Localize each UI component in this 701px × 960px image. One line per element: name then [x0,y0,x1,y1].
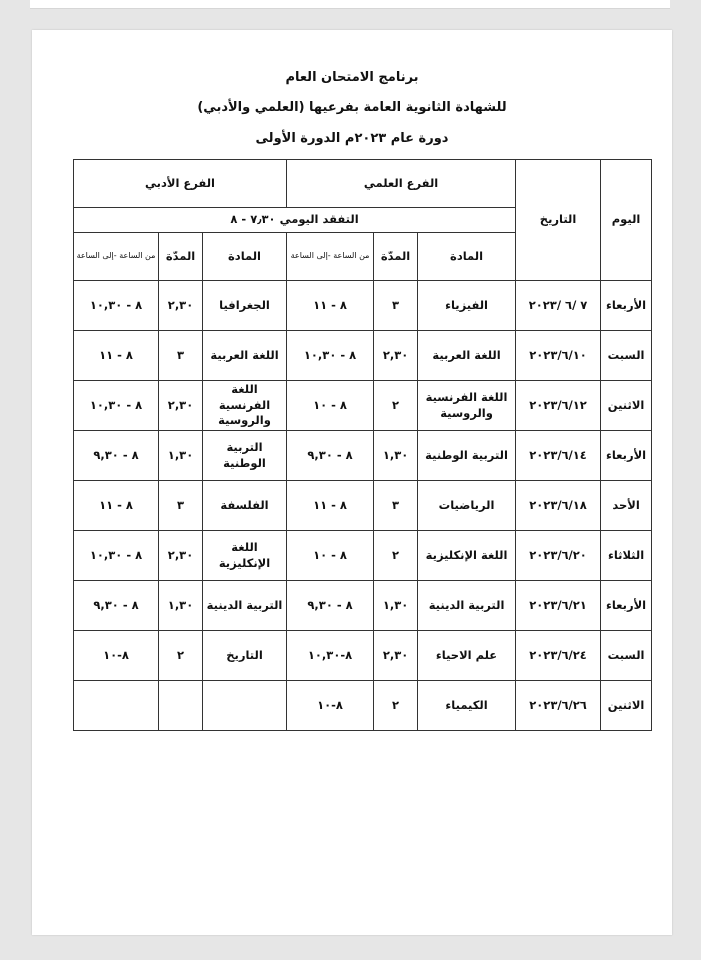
header-lit-duration: المدّة [159,233,203,281]
date-cell: ٧ /٦ /٢٠٢٣ [516,281,601,331]
exam-schedule-table [73,159,652,731]
lit-duration-cell: ١,٣٠ [159,581,203,631]
lit-subject-cell: الفلسفة [203,481,287,531]
lit-subject-cell: اللغة العربية [203,331,287,381]
sci-time-cell: ٨ - ١٠ [287,531,374,581]
day-cell: الأربعاء [601,581,652,631]
day-cell: السبت [601,331,652,381]
sci-time-cell: ٨ - ٩,٣٠ [287,581,374,631]
sci-duration-cell: ٢,٣٠ [374,631,418,681]
lit-duration-cell: ٣ [159,331,203,381]
sci-time-cell: ٨ - ١١ [287,481,374,531]
previous-page-edge [30,0,670,9]
day-cell: الأربعاء [601,431,652,481]
lit-duration-cell: ٢,٣٠ [159,531,203,581]
header-scientific-branch: الفرع العلمي [287,160,516,208]
header-day: اليوم [601,160,652,281]
day-cell: السبت [601,631,652,681]
title-line-1: برنامج الامتحان العام [285,70,419,85]
date-cell: ٢٠٢٣/٦/١٢ [516,381,601,431]
lit-subject-cell: التربية الوطنية [203,431,287,481]
sci-duration-cell: ٢ [374,381,418,431]
header-sci-subject: المادة [418,233,516,281]
sci-time-cell: ٨ - ١١ [287,281,374,331]
sci-duration-cell: ٣ [374,281,418,331]
table-row [74,631,652,681]
lit-duration-cell: ٢ [159,631,203,681]
date-cell: ٢٠٢٣/٦/١٨ [516,481,601,531]
lit-time-cell: ٨ - ٩,٣٠ [74,431,159,481]
lit-time-cell [74,681,159,731]
sci-subject-cell: الكيمياء [418,681,516,731]
table-row [74,581,652,631]
sci-time-cell: ٨ - ١٠ [287,381,374,431]
day-cell: الاثنين [601,381,652,431]
sci-duration-cell: ٢ [374,531,418,581]
date-cell: ٢٠٢٣/٦/٢٤ [516,631,601,681]
lit-time-cell: ٨ - ٩,٣٠ [74,581,159,631]
header-date: التاريخ [516,160,601,281]
sci-duration-cell: ١,٣٠ [374,581,418,631]
lit-time-cell: ٨-١٠ [74,631,159,681]
sci-subject-cell: الفيزياء [418,281,516,331]
lit-subject-cell: الجغرافيا [203,281,287,331]
table-row [74,531,652,581]
lit-subject-cell: اللغة الفرنسية والروسية [203,381,287,431]
table-row [74,381,652,431]
sci-subject-cell: اللغة الإنكليزية [418,531,516,581]
sci-subject-cell: التربية الدينية [418,581,516,631]
header-sci-time: من الساعة -إلى الساعة [287,233,374,281]
lit-subject-cell: اللغة الإنكليزية [203,531,287,581]
document-page [32,30,672,935]
table-row [74,481,652,531]
date-cell: ٢٠٢٣/٦/١٠ [516,331,601,381]
header-daily-check: التفقد اليومي ٧٫٣٠ - ٨ [74,208,516,233]
table-row [74,281,652,331]
sci-time-cell: ٨ - ٩,٣٠ [287,431,374,481]
lit-subject-cell [203,681,287,731]
header-row-branches [74,160,652,208]
sci-subject-cell: علم الاحياء [418,631,516,681]
table-row [74,331,652,381]
lit-time-cell: ٨ - ١٠,٣٠ [74,531,159,581]
lit-duration-cell: ٣ [159,481,203,531]
header-lit-subject: المادة [203,233,287,281]
date-cell: ٢٠٢٣/٦/٢١ [516,581,601,631]
day-cell: الأربعاء [601,281,652,331]
sci-duration-cell: ٢ [374,681,418,731]
sci-duration-cell: ١,٣٠ [374,431,418,481]
sci-time-cell: ٨ - ١٠,٣٠ [287,331,374,381]
header-literary-branch: الفرع الأدبي [74,160,287,208]
sci-time-cell: ٨-١٠ [287,681,374,731]
header-sci-duration: المدّة [374,233,418,281]
lit-time-cell: ٨ - ١٠,٣٠ [74,281,159,331]
sci-time-cell: ٨-١٠,٣٠ [287,631,374,681]
date-cell: ٢٠٢٣/٦/٢٦ [516,681,601,731]
sci-subject-cell: اللغة العربية [418,331,516,381]
day-cell: الثلاثاء [601,531,652,581]
lit-duration-cell: ٢,٣٠ [159,281,203,331]
date-cell: ٢٠٢٣/٦/١٤ [516,431,601,481]
header-lit-time: من الساعة -إلى الساعة [74,233,159,281]
title-line-3: دورة عام ٢٠٢٣م الدورة الأولى [255,131,449,146]
lit-time-cell: ٨ - ١٠,٣٠ [74,381,159,431]
sci-duration-cell: ٣ [374,481,418,531]
lit-subject-cell: التربية الدينية [203,581,287,631]
sci-subject-cell: الرياضيات [418,481,516,531]
sci-subject-cell: التربية الوطنية [418,431,516,481]
date-cell: ٢٠٢٣/٦/٢٠ [516,531,601,581]
title-line-2: للشهادة الثانوية العامة بفرعيها (العلمي والأدبي) [197,100,507,115]
sci-duration-cell: ٢,٣٠ [374,331,418,381]
table-row [74,431,652,481]
table-row [74,681,652,731]
lit-duration-cell: ٢,٣٠ [159,381,203,431]
lit-subject-cell: التاريخ [203,631,287,681]
lit-duration-cell [159,681,203,731]
sci-subject-cell: اللغة الفرنسية والروسية [418,381,516,431]
lit-duration-cell: ١,٣٠ [159,431,203,481]
day-cell: الأحد [601,481,652,531]
lit-time-cell: ٨ - ١١ [74,331,159,381]
day-cell: الاثنين [601,681,652,731]
lit-time-cell: ٨ - ١١ [74,481,159,531]
